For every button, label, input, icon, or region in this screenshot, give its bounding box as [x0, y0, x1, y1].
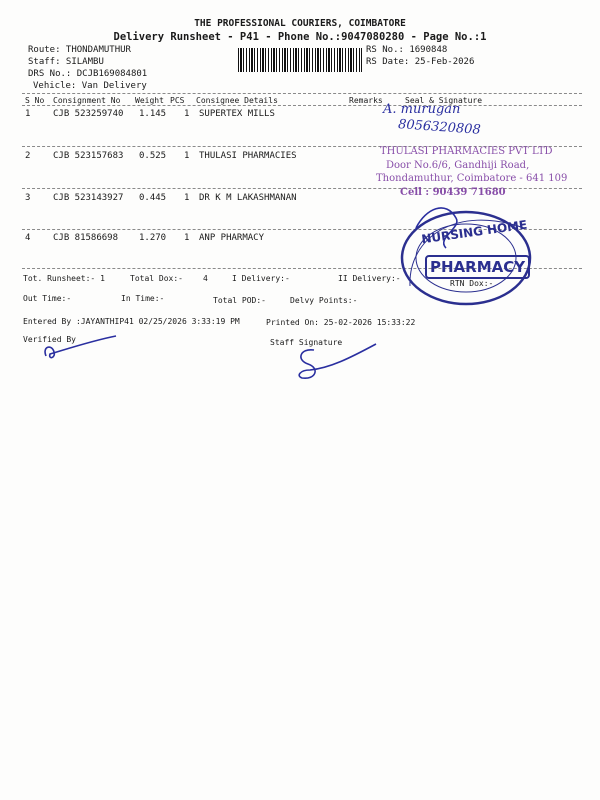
col-header-pcs: PCS	[170, 96, 185, 105]
nursing-home-text: NURSING HOME	[420, 217, 529, 247]
row-weight: 0.525	[139, 151, 167, 161]
total-pod: Total POD:-	[213, 296, 266, 305]
stamp-address-1: Door No.6/6, Gandhiji Road,	[386, 160, 530, 171]
row-pcs: 1	[184, 233, 190, 243]
col-header-sno: S No	[25, 96, 45, 105]
col-header-consignee: Consignee Details	[196, 96, 278, 105]
i-delivery: I Delivery:-	[232, 274, 290, 283]
barcode	[238, 48, 362, 72]
delivery-points: Delvy Points:-	[290, 296, 358, 305]
verified-signature	[40, 334, 120, 364]
row-weight: 0.445	[139, 193, 167, 203]
pharmacy-label: PHARMACY	[425, 255, 530, 279]
staff-signature-label: Staff Signature	[270, 338, 343, 347]
row-sno: 4	[25, 233, 31, 243]
divider	[22, 105, 582, 106]
rtn-dox: RTN Dox:-	[450, 279, 494, 288]
total-runsheet: Tot. Runsheet:- 1	[23, 274, 105, 283]
stamp-cell: Cell : 90439 71680	[400, 187, 506, 198]
in-time: In Time:-	[121, 294, 165, 303]
verified-by-label: Verified By	[23, 335, 76, 344]
rs-date: RS Date: 25-Feb-2026	[366, 57, 475, 67]
col-header-seal: Seal & Signature	[405, 96, 483, 105]
row-consignment: CJB 523143927	[53, 193, 124, 203]
row-sno: 3	[25, 193, 31, 203]
row-consignment: CJB 81586698	[53, 233, 119, 243]
col-header-remarks: Remarks	[349, 96, 383, 105]
staff: Staff: SILAMBU	[28, 57, 104, 67]
rs-number: RS No.: 1690848	[366, 45, 448, 55]
row-weight: 1.270	[139, 233, 167, 243]
row-weight: 1.145	[139, 109, 167, 119]
stamp-address-2: Thondamuthur, Coimbatore - 641 109	[376, 173, 568, 184]
total-dox-label: Total Dox:-	[130, 274, 183, 283]
out-time: Out Time:-	[23, 294, 72, 303]
row-consignee: SUPERTEX MILLS	[199, 109, 275, 119]
row-consignee: ANP PHARMACY	[199, 233, 265, 243]
row-consignment: CJB 523157683	[53, 151, 124, 161]
row-consignee: THULASI PHARMACIES	[199, 151, 297, 161]
vehicle: Vehicle: Van Delivery	[33, 81, 147, 91]
staff-signature	[290, 340, 380, 385]
stamp-company: THULASI PHARMACIES PVT LTD	[380, 146, 553, 157]
drs-number: DRS No.: DCJB169084801	[28, 69, 148, 79]
divider	[22, 93, 582, 94]
route: Route: THONDAMUTHUR	[28, 45, 131, 55]
company-name: THE PROFESSIONAL COURIERS, COIMBATORE	[194, 18, 406, 29]
entered-by: Entered By :JAYANTHIP41 02/25/2026 3:33:19 PM	[23, 317, 240, 326]
row-pcs: 1	[184, 151, 190, 161]
handwritten-name: A. murugan	[383, 102, 461, 117]
row-sno: 1	[25, 109, 31, 119]
row-pcs: 1	[184, 193, 190, 203]
row-consignment: CJB 523259740	[53, 109, 124, 119]
ii-delivery: II Delivery:-	[338, 274, 401, 283]
row-consignee: DR K M LAKASHMANAN	[199, 193, 297, 203]
handwritten-phone: 8056320808	[397, 117, 482, 138]
pharmacy-seal	[396, 198, 536, 308]
row-pcs: 1	[184, 109, 190, 119]
col-header-weight: Weight	[135, 96, 164, 105]
row-sno: 2	[25, 151, 31, 161]
runsheet-title: Delivery Runsheet - P41 - Phone No.:9047080280 - Page No.:1	[113, 31, 487, 43]
col-header-consignment: Consignment No	[53, 96, 121, 105]
printed-on: Printed On: 25-02-2026 15:33:22	[266, 318, 416, 327]
total-dox-value: 4	[203, 274, 208, 283]
